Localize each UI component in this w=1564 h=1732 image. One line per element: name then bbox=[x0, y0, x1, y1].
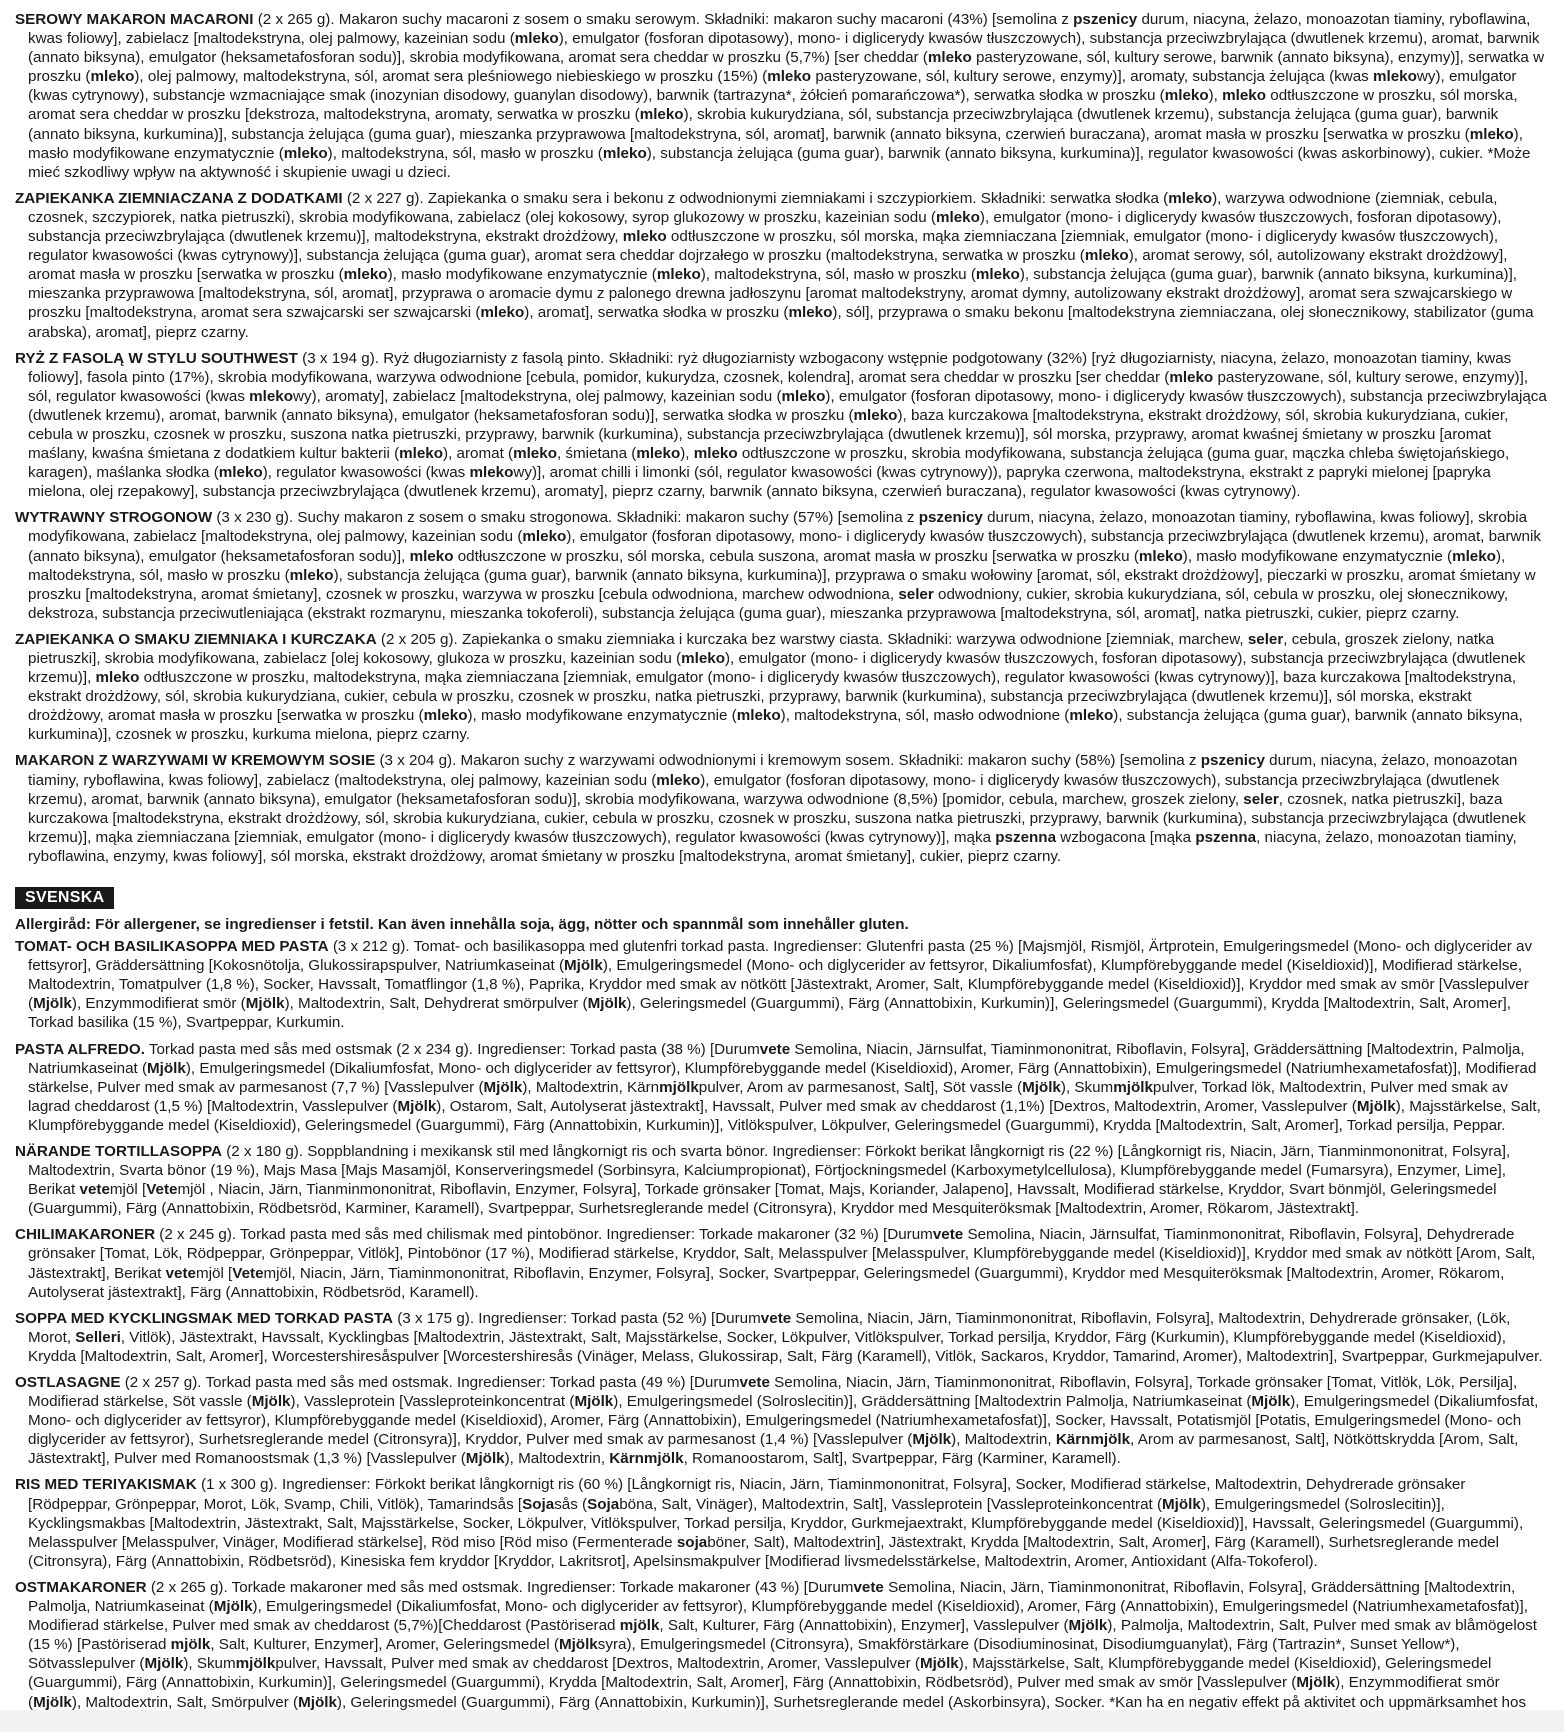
allergen-text: mleko bbox=[622, 228, 667, 246]
ingredient-text: ), maltodekstryna, sól, masło w proszku ( bbox=[28, 547, 1506, 584]
ingredient-text: ), aromat serowy, sól, autolizowany ekstrakt drożdżowy], aromat masła w proszku [serwatka w proszku ( bbox=[28, 247, 1508, 284]
ingredient-text: (3 x 194 g). Ryż długoziarnisty z fasolą pinto. Składniki: ryż długoziarnisty wzbogacony wstępnie podgotowany (32%) [ryż długoziarnisty, niacyna, żelazo, monoazotan tiaminy, kwas foliowy], fasola pinto (17%), skrobia modyfikowana, warzywa odwodnione [cebula, pomidor, kukurydza, czosnek, kolendra], aromat sera cheddar w proszku [ser cheddar ( bbox=[28, 349, 1512, 386]
product-entry bbox=[15, 1309, 1549, 1366]
svenska-section-header bbox=[15, 873, 1549, 915]
allergen-text: pszenna bbox=[995, 828, 1057, 846]
ingredient-text: ), Emulgeringsmedel (Dikaliumfosfat, Mono- och diglycerider av fettsyror), Klumpförebyggande medel (Kiseldioxid), Aromer, Färg (Annattobixin), Emulgeringsmedel (Natriumhexametafosfat)], Modifierad stärkelse, Pulver med smak av cheddarost (5,7%)[Cheddarost (Pastöriserad bbox=[28, 1598, 1528, 1635]
ingredient-text: ), masło modyfikowane enzymatycznie ( bbox=[1182, 547, 1453, 565]
ingredient-text: wy), emulgator (kwas cytrynowy), substancje wzmacniające smak (inozynian disodowy, guanylan disodowy), barwnik (tartrazyna*, żółcień pomarańczowa*), serwatka słodka w proszku ( bbox=[28, 68, 1517, 105]
ingredient-text: ), Majsstärkelse, Salt, Klumpförebyggande medel (Kiseldioxid), Geleringsmedel (Guargummi), Färg (Annattobixin, Kurkumin)], Geleringsmedel (Guargummi), Krydda [Maltodextrin, Salt, Aromer], Färg (Annattobixin, Rödbetsröd), Pulver med smak av smör [Vasslepulver ( bbox=[28, 1655, 1492, 1692]
allergen-text: mjölk bbox=[170, 1636, 211, 1654]
polish-ingredients-section bbox=[15, 10, 1549, 866]
allergen-text: mjölk bbox=[1113, 1078, 1153, 1096]
allergen-text: mleko bbox=[283, 144, 328, 162]
allergen-text: mjölk bbox=[659, 1078, 699, 1096]
product-entry bbox=[15, 1578, 1549, 1731]
allergen-text: mleko bbox=[90, 68, 135, 86]
ingredient-text: odtłuszczone w proszku, sól morska, aromat sera cheddar w proszku [dekstroza, maltodekstryna, aromaty, serwatka w proszku ( bbox=[28, 87, 1518, 124]
ingredient-text: ), Geleringsmedel (Guargummi), Färg (Annattobixin, Kurkumin)], Geleringsmedel (Guargummi), Krydda [Maltodextrin, Salt, Aromer], Torkad basilika (15 %), Svartpeppar, Kurkumin. bbox=[28, 995, 1511, 1032]
ingredient-text: ), Geleringsmedel (Guargummi), Färg (Annattobixin, Kurkumin)], Surhetsreglerande medel (Askorbinsyra), Socker. *Kan ha en negativ effekt på aktivitet och uppmärksamhet hos bbox=[336, 1693, 1527, 1711]
ingredient-text: ), Emulgeringsmedel (Dikaliumfosfat, Mono- och diglycerider av fettsyror), Klumpförebyggande medel (Kiseldioxid), Aromer, Färg (Annattobixin), Emulgeringsmedel (Natriumhexametafosfat)], Socker, Havssalt, Potatismjöl [Potatis, Emulgeringsmedel (Mono- och diglycerider av fettsyror), Surhetsreglerande medel (Citronsyra)], Kryddor, Pulver med smak av parmesanost (1,4 %) [Vasslepulver ( bbox=[28, 1393, 1539, 1449]
ingredient-text: ), skrobia kukurydziana, sól, substancja przeciwzbrylająca (dwutlenek krzemu), substancja żelująca (guma guar), barwnik (annato biksyna, kurkumina)], substancja żelująca (guma guar), mieszanka przyprawowa [maltodekstryna, sól, aromat], barwnik (annato biksyna, czerwień buraczana), aromat masła w proszku [serwatka w proszku ( bbox=[28, 106, 1499, 143]
ingredient-text: ), Enzymmodifierat smör ( bbox=[71, 995, 246, 1013]
ingredient-text: ), olej palmowy, maltodekstryna, sól, aromat sera pleśniowego niebieskiego w proszku (15%) ( bbox=[134, 68, 768, 86]
product-entry bbox=[15, 1373, 1549, 1468]
ingredient-text: ), emulgator (mono- i diglicerydy kwasów tłuszczowych, fosforan dipotasowy), substancja przeciwzbrylająca (dwutlenek krzemu)], maltodekstryna, ekstrakt drożdżowy, bbox=[28, 208, 1502, 246]
ingredient-text: (1 x 300 g). Ingredienser: Förkokt berikat långkornigt ris (60 %) [Långkornigt ris, Niacin, Järn, Tiaminmononitrat, Folsyra], Socker, Modifierad stärkelse, Maltodextrin, Dehydrerade grönsaker [Rödpeppar, Grönpeppar, Morot, Lök, Svamp, Chili, Vitlök), Tamarindsås [ bbox=[28, 1476, 1466, 1513]
allergen-text: mleko bbox=[767, 68, 812, 86]
product-name: PASTA ALFREDO. bbox=[15, 1040, 145, 1058]
ingredient-text: ), substancja żelująca (guma guar), barwnik (annato biksyna, kurkumina)], przyprawa o smaku wołowiny [aromat, sól, ekstrakt drożdżowy], pieczarki w proszku, aromat śmietany w proszku [maltodekstryna, aromat śmietany], czosnek w proszku, warzywa w proszku [cebula odwodniona, marchew odwodniona, bbox=[28, 566, 1536, 603]
allergen-text: mleko bbox=[781, 387, 826, 405]
ingredient-text: , cebula, groszek zielony, natka pietruszki], skrobia modyfikowana, zabielacz [olej kokosowy, glukoza w proszku, kazeinian sodu ( bbox=[28, 630, 1495, 667]
allergen-text: vete bbox=[759, 1040, 791, 1058]
ingredient-text: ), masło modyfikowane enzymatycznie ( bbox=[387, 266, 657, 284]
ingredient-text: , śmietana ( bbox=[556, 445, 637, 463]
allergen-text: mleko bbox=[639, 106, 684, 124]
ingredient-text: , Arom av parmesanost, Salt], Nötköttskrydda [Arom, Salt, Jästextrakt], Pulver med Romanoostsmak (1,3 %) [Vasslepulver ( bbox=[28, 1431, 1519, 1468]
ingredient-text: (3 x 175 g). Ingredienser: Torkad pasta (52 %) [Durum bbox=[393, 1309, 761, 1327]
product-name: RIS MED TERIYAKISMAK bbox=[15, 1476, 197, 1494]
allergen-text: Kärnmjölk bbox=[1055, 1431, 1131, 1449]
ingredient-text: (2 x 265 g). Makaron suchy macaroni z sosem o smaku serowym. Składniki: makaron suchy macaroni (43%) [semolina z bbox=[253, 11, 1074, 28]
allergen-text: mleko bbox=[1469, 125, 1514, 143]
allergen-text: Mjölk bbox=[245, 995, 285, 1013]
product-entry bbox=[15, 937, 1549, 1032]
ingredient-text: ), Enzymmodifierat smör ( bbox=[28, 1674, 1500, 1711]
allergen-text: Mjölk bbox=[564, 957, 603, 975]
ingredient-text: durum, niacyna, żelazo, monoazotan tiaminy, ryboflawina, kwas foliowy], zabielacz [maltodekstryna, olej palmowy, kazeinian sodu ( bbox=[28, 11, 1531, 48]
allergen-text: vete bbox=[853, 1578, 884, 1596]
allergen-text: mleko bbox=[480, 304, 525, 322]
ingredient-text: ), masło modyfikowane enzymatycznie ( bbox=[28, 125, 1523, 162]
ingredient-text: ), substancja żelująca (guma guar), barwnik (annato biksyna, kurkumina)], czosnek w proszku, kurkuma mielona, pieprz czarny. bbox=[28, 707, 1523, 744]
ingredient-text: ), masło modyfikowane enzymatycznie ( bbox=[467, 707, 737, 725]
product-name: CHILIMAKARONER bbox=[15, 1226, 156, 1244]
ingredient-text: ), Maltodextrin, Kärn bbox=[522, 1078, 660, 1096]
allergen-text: seler bbox=[1247, 630, 1284, 648]
ingredient-text: ), substancja żelująca (guma guar), barwnik (annato biksyna, kurkumina)], mieszanka przyprawowa [maltodekstryna, sól, aromat], przyprawa o aromacie dymu z palonego drewna jadłoszynu [aromat maltodekstryny, aromat dymny, autolizowany ekstrakt drożdżowy], aromat sera szwajcarskiego w proszku [maltodekstryna, aromat sera szwajcarski ser szwajcarski ( bbox=[28, 266, 1518, 322]
ingredient-text: odtłuszczone w proszku, maltodekstryna, mąka ziemniaczana [ziemniak, emulgator (mono- i diglicerydy kwasów tłuszczowych), regulator kwasowości (kwas cytrynowy)], baza kurczakowa [maltodekstryna, ekstrakt drożdżowy, sól, skrobia kukurydziana, cukier, cebula w proszku, czosnek w proszku, natka pietruszki, przyprawy, barwnik (kurkumina), substancja przeciwzbrylająca (dwutlenek krzemu)], sól morska, ekstrakt drożdżowy, aromat masła w proszku [serwatka w proszku ( bbox=[28, 669, 1517, 725]
ingredient-text: ), Emulgeringsmedel (Dikaliumfosfat, Mono- och diglycerider av fettsyror), Klumpförebyggande medel (Kiseldioxid), Aromer, Färg (Annattobixin), Emulgeringsmedel (Natriumhexametafosfat)], Modifierad stärkelse, Pulver med smak av parmesanost (7,7 %) [Vasslepulver ( bbox=[28, 1059, 1537, 1096]
product-name: OSTLASAGNE bbox=[15, 1374, 121, 1391]
allergen-text: Mjölk bbox=[465, 1450, 505, 1468]
ingredient-text: ), Majsstärkelse, Salt, Klumpförebyggande medel (Kiseldioxid), Geleringsmedel (Guargummi), Färg (Annattobixin, Kurkumin)], Vitlökspulver, Lökpulver, Geleringsmedel (Guargummi), Krydda [Maltodextrin, Salt, Aromer], Torkad persilja, Peppar. bbox=[28, 1097, 1541, 1134]
allergen-text: mleko bbox=[1138, 547, 1183, 565]
allergen-text: mleko bbox=[469, 464, 514, 482]
allergen-text: mleko bbox=[693, 445, 738, 463]
product-name: RYŻ Z FASOLĄ W STYLU SOUTHWEST bbox=[15, 349, 298, 367]
ingredient-text: , Romanoostarom, Salt], Svartpeppar, Färg (Karminer, Karamell). bbox=[683, 1450, 1121, 1468]
ingredient-text: ), maltodekstryna, sól, masło w proszku ( bbox=[327, 144, 603, 162]
allergen-text: pszenicy bbox=[918, 509, 983, 527]
ingredient-text: syra), Emulgeringsmedel (Citronsyra), Smakförstärkare (Disodiuminosinat, Disodiumguanylat), Färg (Tartrazin*, Sunset Yellow*), Sötvasslepulver ( bbox=[28, 1636, 1460, 1673]
allergen-text: Mjölk bbox=[1022, 1078, 1061, 1096]
allergen-text: Mjölk bbox=[1068, 1617, 1108, 1635]
ingredient-text: Semolina, Niacin, Järn, Tiaminmononitrat, Riboflavin, Folsyra], Gräddersättning [Maltodextrin, Palmolja, Natriumkaseinat ( bbox=[28, 1578, 1516, 1616]
allergen-text: mleko bbox=[249, 387, 294, 405]
allergen-text: mleko bbox=[975, 266, 1020, 284]
product-entry bbox=[15, 349, 1549, 502]
ingredient-text: ), bbox=[680, 445, 694, 463]
ingredient-text: ), Maltodextrin, bbox=[951, 1431, 1056, 1449]
ingredient-text: wy), aromaty], zabielacz [maltodekstryna, olej palmowy, kazeinian sodu ( bbox=[293, 387, 782, 405]
allergen-text: mleko bbox=[681, 650, 725, 667]
ingredient-text: (3 x 212 g). Tomat- och basilikasoppa med glutenfri torkad pasta. Ingredienser: Glutenfri pasta (25 %) [Majsmjöl, Rismjöl, Ärtprotein, Emulgeringsmedel (Mono- och diglycerider av fettsyror], Gräddersättning [Kokosnötolja, Glukossirapspulver, Natriumkaseinat ( bbox=[28, 938, 1533, 975]
ingredient-text: durum, niacyna, żelazo, monoazotan tiaminy, ryboflawina, kwas foliowy], skrobia modyfikowana, zabielacz [maltodekstryna, olej palmowy, kazeinian sodu ( bbox=[28, 509, 1528, 546]
ingredient-text: ), emulgator (fosforan dipotasowy), mono- i diglicerydy kwasów tłuszczowych), substancja przeciwzbrylająca (dwutlenek krzemu), aromat, barwnik (annato biksyna), emulgator (heksametafosforan sodu)], skrobia modyfikowana, aromat sera cheddar w proszku (5,7%) [ser cheddar ( bbox=[28, 30, 1540, 67]
ingredient-text: odtłuszczone w proszku, sól morska, cebula suszona, aromat masła w proszku [serwatka w proszku ( bbox=[453, 547, 1139, 565]
ingredient-text: ), Emulgeringsmedel (Solroslecitin)], Gräddersättning [Maltodextrin Palmolja, Natriumkaseinat ( bbox=[613, 1393, 1252, 1411]
allergen-text: Mjölk bbox=[298, 1693, 337, 1711]
ingredient-text: pulver, Havssalt, Pulver med smak av cheddarost [Dextros, Maltodextrin, Aromer, Vasslepulver ( bbox=[275, 1655, 920, 1673]
ingredient-text: pasteryzowane, sól, kultury serowe, enzymy)], aromaty, substancja żelująca (kwas bbox=[811, 68, 1373, 86]
allergen-text: Selleri bbox=[75, 1328, 121, 1346]
allergen-text: mleko bbox=[513, 445, 557, 463]
allergen-text: mleko bbox=[927, 49, 972, 67]
ingredient-text: ), Emulgeringsmedel (Solroslecitin)], Kycklingsmakbas [Maltodextrin, Jästextrakt, Salt, Majsstärkelse, Socker, Lökpulver, Vitlökspulver, Torkad persilja, Kryddor, Gurkmejaextrakt, Klumpförebyggande medel (Kiseldioxid)], Havssalt, Geleringsmedel (Guargummi), Melasspulver [Melasspulver, Vinäger, Modifierad stärkelse], Röd miso [Röd miso (Fermenterade bbox=[28, 1495, 1524, 1551]
allergen-text: Kärnmjölk bbox=[609, 1450, 684, 1468]
allergen-text: mleko bbox=[1222, 87, 1267, 105]
allergen-text: mleko bbox=[935, 208, 980, 226]
allergen-text: Mjölk bbox=[587, 995, 627, 1013]
allergen-text: vete bbox=[79, 1181, 110, 1199]
ingredient-text: , czosnek, natka pietruszki], baza kurczakowa [maltodekstryna, ekstrakt drożdżowy, sól, skrobia kukurydziana, cukier, cebula w proszku, czosnek w proszku, suszona natka pietruszki, przyprawy, barwnik (kurkumina), substancja przeciwzbrylająca (dwutlenek krzemu)], mąka ziemniaczana [ziemniak, emulgator (mono- i diglicerydy kwasów tłuszczowych), regulator kwasowości (kwas cytrynowy)], mąka bbox=[28, 790, 1526, 846]
allergen-text: Mjölk bbox=[397, 1097, 437, 1115]
ingredient-text: pasteryzowane, sól, kultury serowe, barwnik (annato biksyna), enzymy)], serwatka w proszku ( bbox=[28, 49, 1545, 86]
ingredient-text: odwodniony, cukier, skrobia kukurydziana, sól, cebula w proszku, olej słonecznikowy, dekstroza, substancja przeciwutleniająca (ekstrakt rozmarynu, mieszanka tokoferoli), substancja żelująca (guma guar), mieszanka przyprawowa [maltodekstryna, sól, aromat], natka pietruszki, cukier, pieprz czarny. bbox=[28, 585, 1509, 622]
ingredient-text: durum, niacyna, żelazo, monoazotan tiaminy, ryboflawina, kwas foliowy], zabielacz (maltodekstryna, olej palmowy, kazeinian sodu ( bbox=[28, 752, 1518, 789]
product-name: SEROWY MAKARON MACARONI bbox=[15, 11, 254, 28]
ingredient-text: (3 x 204 g). Makaron suchy z warzywami odwodnionymi i kremowym sosem. Składniki: makaron suchy (58%) [semolina z bbox=[375, 752, 1201, 770]
product-name: ZAPIEKANKA O SMAKU ZIEMNIAKA I KURCZAKA bbox=[15, 630, 377, 648]
product-name: OSTMAKARONER bbox=[15, 1578, 147, 1596]
allergen-text: mleko bbox=[1168, 189, 1213, 207]
ingredient-text: , Vitlök), Jästextrakt, Havssalt, Kycklingbas [Maltodextrin, Jästextrakt, Salt, Majsstärkelse, Socker, Lökpulver, Vitlökspulver, Torkad persilja, Kryddor, Färg (Kurkumin), Klumpförebyggande medel (Kiseldioxid), Krydda [Maltodextrin, Salt, Aromer], Worcestershiresåspulver [Worcestershiresås (Vinäger, Melass, Glukossirap, Salt, Färg (Karamell), Vitlök, Sackaros, Kryddor, Tamarind, Aromer), Maltodextrin], Svartpeppar, Gurkmejapulver. bbox=[28, 1328, 1543, 1365]
allergen-text: mleko bbox=[1084, 247, 1129, 265]
ingredient-text: odtłuszczone w proszku, sól morska, mąka ziemniaczana [ziemniak, emulgator (mono- i diglicerydy kwasów tłuszczowych), regulator kwasowości (kwas cytrynowy)], substancja żelująca (guma guar), aromat sera cheddar dojrzałego w proszku (maltodekstryna, serwatka w proszku ( bbox=[28, 228, 1499, 265]
allergen-text: Mjölk bbox=[558, 1636, 598, 1654]
ingredient-text: ), Vassleprotein [Vassleproteinkoncentrat ( bbox=[290, 1393, 575, 1411]
allergen-text: Mjölk bbox=[1296, 1674, 1336, 1692]
swedish-ingredients-section bbox=[15, 937, 1549, 1731]
bottom-margin-band bbox=[0, 1710, 1564, 1732]
ingredient-text: wy)], aromat chilli i limonki (sól, regulator kwasowości (kwas cytrynowy)), papryka czerwona, maltodekstryna, ekstrakt z papryki mielonej [papryka mielona, olej rzepakowy], substancja przeciwzbrylająca (dwutlenek krzemu), aromaty], pieprz czarny, barwnik (annato biksyna, czerwień buraczana), regulator kwasowości (kwas cytrynowy). bbox=[28, 464, 1491, 501]
allergen-text: vete bbox=[739, 1374, 770, 1391]
product-entry bbox=[15, 751, 1549, 866]
ingredient-text: ), warzywa odwodnione (ziemniak, cebula, czosnek, szczypiorek, natka pietruszki), skrobia modyfikowana, zabielacz (olej kokosowy, syrop glukozowy w proszku, kazeinian sodu ( bbox=[28, 189, 1498, 226]
allergen-text: mleko bbox=[95, 669, 140, 687]
ingredient-text: , Salt, Kulturer, Enzymer], Aromer, Geleringsmedel ( bbox=[210, 1636, 559, 1654]
ingredient-text: (2 x 227 g). Zapiekanka o smaku sera i bekonu z odwodnionymi ziemniakami i szczypiorkiem. Składniki: serwatka słodka ( bbox=[342, 189, 1169, 207]
ingredient-text: mjöl, Niacin, Järn, Tiaminmononitrat, Riboflavin, Enzymer, Folsyra], Socker, Svartpeppar, Geleringsmedel (Guargummi), Kryddor med Mesquiteröksmak [Maltodextrin, Aromer, Rökarom, Autolyserat jästextrakt], Färg (Annattobixin, Rödbetsröd, Karamell). bbox=[28, 1264, 1505, 1301]
product-name: ZAPIEKANKA ZIEMNIACZANA Z DODATKAMI bbox=[15, 189, 343, 207]
allergen-text: mleko bbox=[343, 266, 388, 284]
allergen-text: Mjölk bbox=[33, 995, 72, 1013]
allergen-text: seler bbox=[1243, 790, 1279, 808]
product-entry bbox=[15, 1040, 1549, 1135]
ingredient-text: ), Ostarom, Salt, Autolyserat jästextrakt], Havssalt, Pulver med smak av cheddarost (1,1%) [Dextros, Maltodextrin, Aromer, Vasslepulver ( bbox=[436, 1097, 1357, 1115]
allergen-text: Mjölk bbox=[147, 1059, 186, 1077]
ingredient-text: ), emulgator (fosforan dipotasowy, mono- i diglicerydy kwasów tłuszczowych), substancja przeciwzbrylająca (dwutlenek krzemu), aromat, barwnik (annato biksyna), emulgator (heksametafosforan sodu)], bbox=[28, 528, 1541, 565]
allergen-text: Mjölk bbox=[483, 1078, 523, 1096]
ingredient-text: Semolina, Niacin, Järnsulfat, Tiaminmononitrat, Riboflavin, Folsyra], Gräddersättning [Maltodextrin, Palmolja, Natriumkaseinat ( bbox=[28, 1040, 1525, 1077]
allergen-text: Mjölk bbox=[1356, 1097, 1396, 1115]
allergen-text: Mjölk bbox=[912, 1431, 952, 1449]
ingredient-text: mjöl [ bbox=[195, 1264, 233, 1282]
allergen-text: mleko bbox=[409, 547, 454, 565]
ingredient-text: ), maltodekstryna, sól, masło odwodnione ( bbox=[780, 707, 1070, 725]
allergen-text: mleko bbox=[1372, 68, 1417, 86]
allergen-text: mleko bbox=[656, 771, 701, 789]
ingredient-text: , niacyna, żelazo, monoazotan tiaminy, ryboflawina, enzymy, kwas foliowy], sól morska, ekstrakt drożdżowy, aromat śmietany w proszku [maltodekstryna, aromat śmietany], cukier, pieprz czarny. bbox=[28, 828, 1517, 865]
allergen-text: Soja bbox=[522, 1495, 555, 1513]
allergen-text: mleko bbox=[514, 30, 559, 48]
allergen-text: mleko bbox=[736, 707, 781, 725]
product-name: NÄRANDE TORTILLASOPPA bbox=[15, 1142, 223, 1160]
ingredient-text: ), aromat], serwatka słodka w proszku ( bbox=[524, 304, 789, 322]
ingredient-text: böner, Salt), Maltodextrin], Jästextrakt, Krydda [Maltodextrin, Salt, Aromer], Färg (Karamell), Surhetsreglerande medel (Citronsyra), Färg (Annattobixin, Rödbetsröd), Kinesiska fem kryddor [Kryddor, Lakritsrot], Apelsinsmakpulver [Modifierad livsmedelsstärkelse, Maltodextrin, Aromer, Antioxidant (Alfa-Tokoferol). bbox=[28, 1533, 1500, 1570]
allergen-text: mleko bbox=[1069, 707, 1114, 725]
ingredient-text: odtłuszczone w proszku, skrobia modyfikowana, substancja żelująca (guma guar, mączka chleba świętojańskiego, karagen), maślanka słodka ( bbox=[28, 445, 1510, 482]
ingredient-text: (2 x 180 g). Soppblandning i mexikansk stil med långkornigt ris och svarta bönor. Ingredienser: Förkokt berikat långkornigt ris (22 %) [Långkornigt ris, Niacin, Järn, Tianminmononitrat, Folsyra], Maltodextrin, Svarta bönor (19 %), Majs Masa [Majs Masamjöl, Konserveringsmedel (Sorbinsyra, Kalciumpropionat), Förtjockningsmedel (Karboxymetylcellulosa), Klumpförebyggande medel (Fumarsyra), Enzymer, Lime], Berikat bbox=[28, 1142, 1511, 1199]
ingredient-text: ), Skum bbox=[183, 1655, 236, 1673]
product-entry bbox=[15, 1225, 1549, 1301]
ingredient-text: mjöl [ bbox=[109, 1181, 147, 1199]
allergen-text: mleko bbox=[522, 528, 567, 546]
allergen-text: mleko bbox=[289, 566, 334, 584]
ingredient-text: (2 x 245 g). Torkad pasta med sås med chilismak med pintobönor. Ingredienser: Torkade makaroner (32 %) [Durum bbox=[155, 1226, 933, 1244]
allergen-text: pszenicy bbox=[1073, 11, 1138, 28]
allergen-text: pszenicy bbox=[1200, 752, 1265, 770]
product-entry bbox=[15, 630, 1549, 745]
ingredient-text: ), Maltodextrin, Salt, Smörpulver ( bbox=[71, 1693, 299, 1711]
product-entry bbox=[15, 1475, 1549, 1570]
ingredient-text: ), Maltodextrin, Salt, Dehydrerat smörpulver ( bbox=[284, 995, 588, 1013]
ingredient-text: ), bbox=[1208, 87, 1223, 105]
allergen-text: Vete bbox=[146, 1181, 178, 1199]
allergen-text: mleko bbox=[1452, 547, 1496, 565]
ingredient-text: ), Maltodextrin, bbox=[504, 1450, 610, 1468]
ingredient-text: Semolina, Niacin, Järn, Tiaminmononitrat, Riboflavin, Folsyra], Torkade grönsaker [Tomat, Vitlök, Lök, Persilja], Modifierad stärkelse, Söt vassle ( bbox=[28, 1374, 1518, 1411]
allergen-text: Vete bbox=[232, 1264, 264, 1282]
ingredient-text: wzbogacona [mąka bbox=[1056, 828, 1196, 846]
ingredient-text: böna, Salt, Vinäger), Maltodextrin, Salt], Vassleprotein [Vassleproteinkoncentrat ( bbox=[619, 1495, 1163, 1513]
ingredient-text: mjöl , Niacin, Järn, Tianminmononitrat, Riboflavin, Enzymer, Folsyra], Torkade grönsaker [Tomat, Majs, Koriander, Jalapeno], Havssalt, Modifierad stärkelse, Kryddor, Svart bönmjöl, Geleringsmedel (Guargummi), Färg (Annattobixin, Rödbetsröd, Karminer, Karamell), Svartpeppar, Surhetsreglerande medel (Citronsyra), Kryddor med Mesquiteröksmak [Maltodextrin, Aromer, Rökarom, Jästextrakt]. bbox=[28, 1181, 1497, 1218]
product-name: MAKARON Z WARZYWAMI W KREMOWYM SOSIE bbox=[15, 752, 376, 770]
ingredient-text: Torkad pasta med sås med ostsmak (2 x 234 g). Ingredienser: Torkad pasta (38 %) [Durum bbox=[144, 1040, 760, 1058]
ingredient-text: ), Palmolja, Maltodextrin, Salt, Pulver med smak av blåmögelost (15 %) [Pastöriserad bbox=[28, 1617, 1537, 1654]
allergen-text: mleko bbox=[1169, 368, 1214, 386]
allergen-text: Mjölk bbox=[144, 1655, 184, 1673]
product-entry bbox=[15, 10, 1549, 182]
ingredient-text: sås ( bbox=[554, 1495, 588, 1513]
section-label-svenska: SVENSKA bbox=[15, 887, 114, 909]
ingredient-text: ), Emulgeringsmedel (Mono- och diglycerider av fettsyror, Dikaliumfosfat), Klumpförebyggande medel (Kiseldioxid)], Modifierad stärkelse, Maltodextrin, Tomatpulver (1,8 %), Socker, Havssalt, Tomatflingor (1,8 %), Paprika, Kryddor med smak av nötkött [Jästextrakt, Aromer, Salt, Klumpförebyggande medel (Kiseldioxid)], Kryddor med smak av smör [Vasslepulver ( bbox=[28, 957, 1529, 1013]
allergen-text: seler bbox=[898, 585, 934, 603]
ingredient-text: Semolina, Niacin, Järn, Tiaminmononitrat, Riboflavin, Folsyra], Maltodextrin, Dehydrerade grönsaker, (Lök, Morot, bbox=[28, 1309, 1511, 1346]
ingredient-text: ), maltodekstryna, sól, masło w proszku ( bbox=[700, 266, 976, 284]
ingredient-text: , Salt, Kulturer, Färg (Annattobixin), Enzymer], Vasslepulver ( bbox=[659, 1617, 1069, 1635]
ingredient-text: (2 x 257 g). Torkad pasta med sås med ostsmak. Ingredienser: Torkad pasta (49 %) [Durum bbox=[120, 1374, 740, 1391]
product-entry bbox=[15, 189, 1549, 342]
allergen-text: Mjölk bbox=[1251, 1393, 1291, 1411]
ingredient-text: ), substancja żelująca (guma guar), barwnik (annato biksyna, kurkumina)], regulator kwasowości (kwas askorbinowy), cukier. *Może mieć szkodliwy wpływ na aktywność i skupienie uwagi u dzieci. bbox=[28, 144, 1531, 181]
allergen-text: mleko bbox=[399, 445, 444, 463]
allergen-text: soja bbox=[676, 1533, 708, 1551]
allergen-text: mjölk bbox=[619, 1617, 660, 1635]
allergen-text: Mjölk bbox=[574, 1393, 614, 1411]
ingredient-text: ), regulator kwasowości (kwas bbox=[262, 464, 470, 482]
allergen-text: vete bbox=[760, 1309, 792, 1327]
allergen-text: Soja bbox=[587, 1495, 620, 1513]
ingredient-text: ), emulgator (fosforan dipotasowy, mono- i diglicerydy kwasów tłuszczowych), substancja przeciwzbrylająca (dwutlenek krzemu), aromat, barwnik (annato biksyna), emulgator (heksametafosforan sodu)], serwatka słodka w proszku ( bbox=[28, 387, 1547, 424]
ingredient-text: pulver, Torkad lök, Maltodextrin, Pulver med smak av lagrad cheddarost (1,5 %) [Maltodextrin, Vasslepulver ( bbox=[28, 1078, 1508, 1115]
ingredient-text: ), sól], przyprawa o smaku bekonu [maltodekstryna ziemniaczana, olej słonecznikowy, stabilizator (guma arabska), aromat], pieprz czarny. bbox=[28, 304, 1534, 341]
ingredient-text: ), aromat ( bbox=[443, 445, 514, 463]
product-entry bbox=[15, 1142, 1549, 1218]
product-entry bbox=[15, 508, 1549, 623]
allergen-text: Mjölk bbox=[33, 1693, 72, 1711]
ingredient-text: Semolina, Niacin, Järnsulfat, Tiaminmononitrat, Riboflavin, Folsyra], Dehydrerade grönsaker [Tomat, Lök, Rödpeppar, Grönpeppar, Vitlök], Pintobönor (17 %), Modifierad stärkelse, Kryddor, Salt, Melasspulver [Melasspulver, Klumpförebyggande medel (Kiseldioxid)], Kryddor med smak av nötkött [Arom, Salt, Jästextrakt], Berikat bbox=[28, 1226, 1536, 1282]
allergen-text: pszenna bbox=[1195, 828, 1257, 846]
ingredient-text: pasteryzowane, sól, kultury serowe, enzymy)], sól, regulator kwasowości (kwas bbox=[28, 368, 1529, 405]
allergy-advice: Allergiråd: För allergener, se ingredienser i fetstil. Kan även innehålla soja, ägg, nötter och spannmål som innehåller gluten. bbox=[15, 916, 909, 934]
ingredient-text: ), emulgator (fosforan dipotasowy, mono- i diglicerydy kwasów tłuszczowych), substancja przeciwzbrylająca (dwutlenek krzemu), aromat, barwnik (annato biksyna), emulgator (heksametafosforan sodu)], skrobia modyfikowana, warzywa odwodnione (8,5%) [pomidor, cebula, marchew, groszek zielony, bbox=[28, 771, 1500, 808]
ingredient-text: (2 x 205 g). Zapiekanka o smaku ziemniaka i kurczaka bez warstwy ciasta. Składniki: warzywa odwodnione [ziemniak, marchew, bbox=[376, 630, 1248, 648]
allergen-text: Mjölk bbox=[213, 1598, 253, 1616]
allergen-text: mleko bbox=[788, 304, 833, 322]
allergen-text: mjölk bbox=[235, 1655, 276, 1673]
allergen-text: Mjölk bbox=[251, 1393, 291, 1411]
allergen-text: Mjölk bbox=[919, 1655, 959, 1673]
allergen-text: Mjölk bbox=[1162, 1495, 1201, 1513]
ingredient-text: ), emulgator (mono- i diglicerydy kwasów tłuszczowych, fosforan dipotasowy), substancja przeciwzbrylająca (dwutlenek krzemu)], bbox=[28, 650, 1526, 687]
ingredient-text: ), baza kurczakowa [maltodekstryna, ekstrakt drożdżowy, sól, skrobia kukurydziana, cukier, cebula w proszku, czosnek w proszku, suszona natka pietruszki, przyprawy, barwnik (kurkumina), substancja przeciwzbrylająca (dwutlenek krzemu)], sól morska, przyprawy, aromat kwaśnej śmietany w proszku [aromat maślany, kwaśna śmietana z dodatkiem kultur bakterii ( bbox=[28, 406, 1509, 463]
product-name: SOPPA MED KYCKLINGSMAK MED TORKAD PASTA bbox=[15, 1309, 394, 1327]
ingredient-text: ), Skum bbox=[1060, 1078, 1114, 1096]
allergen-text: vete bbox=[932, 1226, 964, 1244]
allergen-text: mleko bbox=[853, 406, 898, 424]
allergen-text: mleko bbox=[602, 144, 647, 162]
allergen-text: vete bbox=[165, 1264, 196, 1282]
ingredient-text: (3 x 230 g). Suchy makaron z sosem o smaku strogonowa. Składniki: makaron suchy (57%) [semolina z bbox=[212, 509, 919, 527]
allergen-text: mleko bbox=[423, 707, 468, 725]
product-name: TOMAT- OCH BASILIKASOPPA MED PASTA bbox=[15, 938, 329, 956]
ingredient-text: pulver, Arom av parmesanost, Salt], Söt vassle ( bbox=[698, 1078, 1023, 1096]
allergen-text: mleko bbox=[636, 445, 681, 463]
ingredient-text: (2 x 265 g). Torkade makaroner med sås med ostsmak. Ingredienser: Torkade makaroner (43 %) [Durum bbox=[146, 1578, 854, 1596]
allergen-text: mleko bbox=[1164, 87, 1209, 105]
allergen-text: mleko bbox=[218, 464, 263, 482]
allergen-text: mleko bbox=[656, 266, 701, 284]
product-name: WYTRAWNY STROGONOW bbox=[15, 509, 213, 527]
